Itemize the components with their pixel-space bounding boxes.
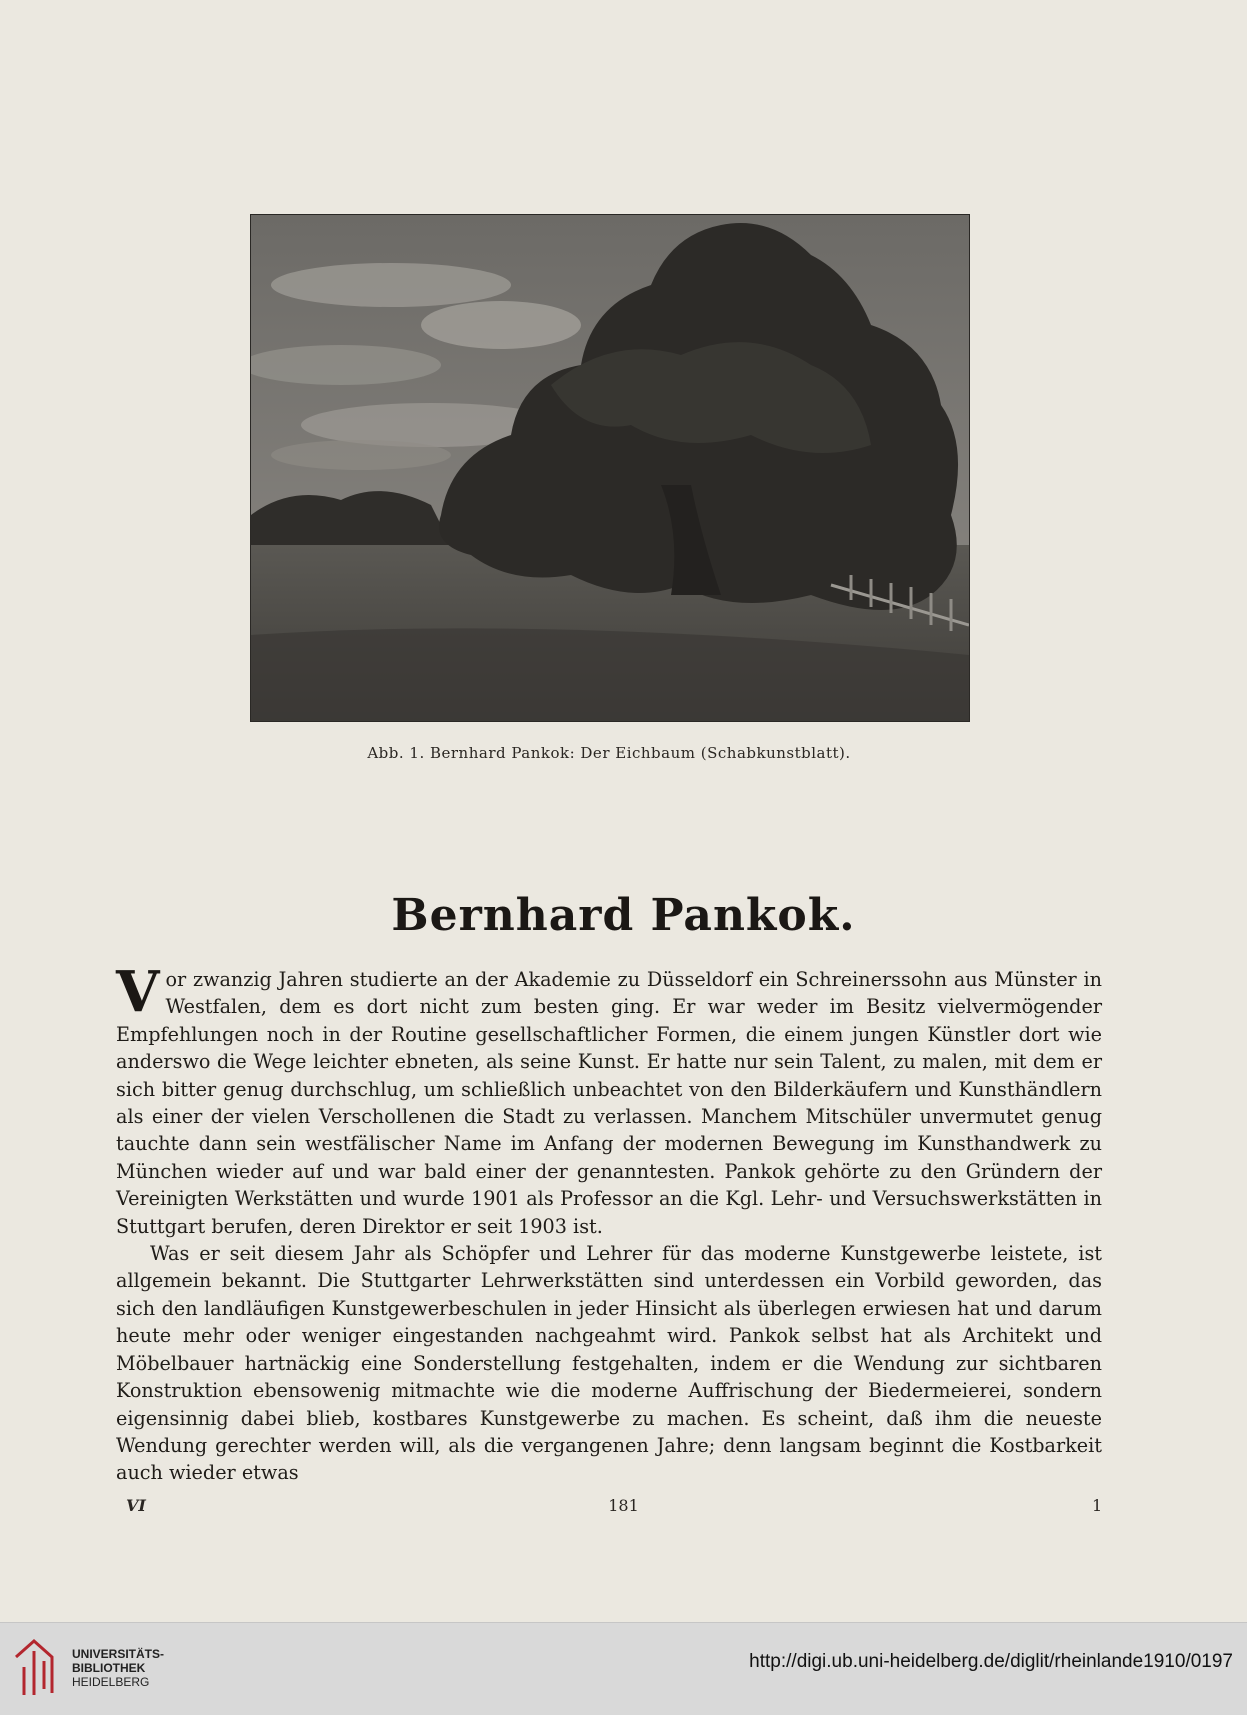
drop-cap: V (116, 959, 160, 1025)
permalink-url[interactable]: http://digi.ub.uni-heidelberg.de/diglit/rheinlande1910/0197 (749, 1651, 1233, 1672)
figure-caption: Abb. 1. Bernhard Pankok: Der Eichbaum (Schabkunstblatt). (367, 744, 851, 762)
signature-mark: VI (126, 1496, 146, 1515)
library-name: UNIVERSITÄTS- BIBLIOTHEK HEIDELBERG (72, 1647, 165, 1689)
article-body (116, 959, 1102, 1487)
university-library-logo-icon (12, 1637, 58, 1699)
paragraph-1 (116, 959, 1102, 1240)
oak-tree-illustration (251, 215, 969, 721)
oak-tree-engraving (250, 214, 970, 722)
paragraph-2: Was er seit diesem Jahr als Schöpfer und Lehrer für das moderne Kunstgewerbe leistete, ist allgemein bekannt. Die Stuttgarter Lehrwerkstätten sind unterdessen ein Vorbild geworden, das sich den landläufigen Kunstgewerbeschulen in jeder Hinsicht als überlegen erwiesen hat und darum heute mehr oder weniger eingestanden nachgeahmt wird. Pankok selbst hat als Architekt und Möbelbauer hartnäckig eine Sonderstellung festgehalten, indem er die Wendung zur sichtbaren Konstruktion ebensowenig mitmachte wie die moderne Auffrischung der Biedermeierei, sondern eigensinnig dabei blieb, kostbares Kunstgewerbe zu machen. Es scheint, daß ihm die neueste Wendung gerechter werden will, als die vergangenen Jahre; denn langsam beginnt die Kostbarkeit auch wieder etwas (116, 1242, 1102, 1485)
paragraph-1-text: or zwanzig Jahren studierte an der Akademie zu Düsseldorf ein Schreinerssohn aus Münster in Westfalen, dem es dort nicht zum besten ging. Er war weder im Besitz vielvermögender Empfehlungen noch in der Routine gesellschaftlicher Formen, die einem jungen Künstler dort wie anderswo die Wege leichter ebneten, als seine Kunst. Er hatte nur sein Talent, zu malen, mit dem er sich bitter genug durchschlug, um schließlich unbeachtet von den Bilderkäufern und Kunsthändlern als einer der vielen Verschollenen die Stadt zu verlassen. Manchem Mitschüler unvermutet genug tauchte dann sein westfälischer Name im Anfang der modernen Bewegung im Kunsthandwerk zu München wieder auf und war bald einer der genanntesten. Pankok gehörte zu den Gründern der Vereinigten Werkstätten und wurde 1901 als Professor an die Kgl. Lehr- und Versuchswerkstätten in Stuttgart berufen, deren Direktor er seit 1903 ist. (116, 968, 1102, 1238)
article-title: Bernhard Pankok. (391, 890, 856, 941)
page-number: 181 (608, 1496, 639, 1515)
sheet-number: 1 (1092, 1496, 1103, 1515)
library-footer (0, 1622, 1247, 1715)
